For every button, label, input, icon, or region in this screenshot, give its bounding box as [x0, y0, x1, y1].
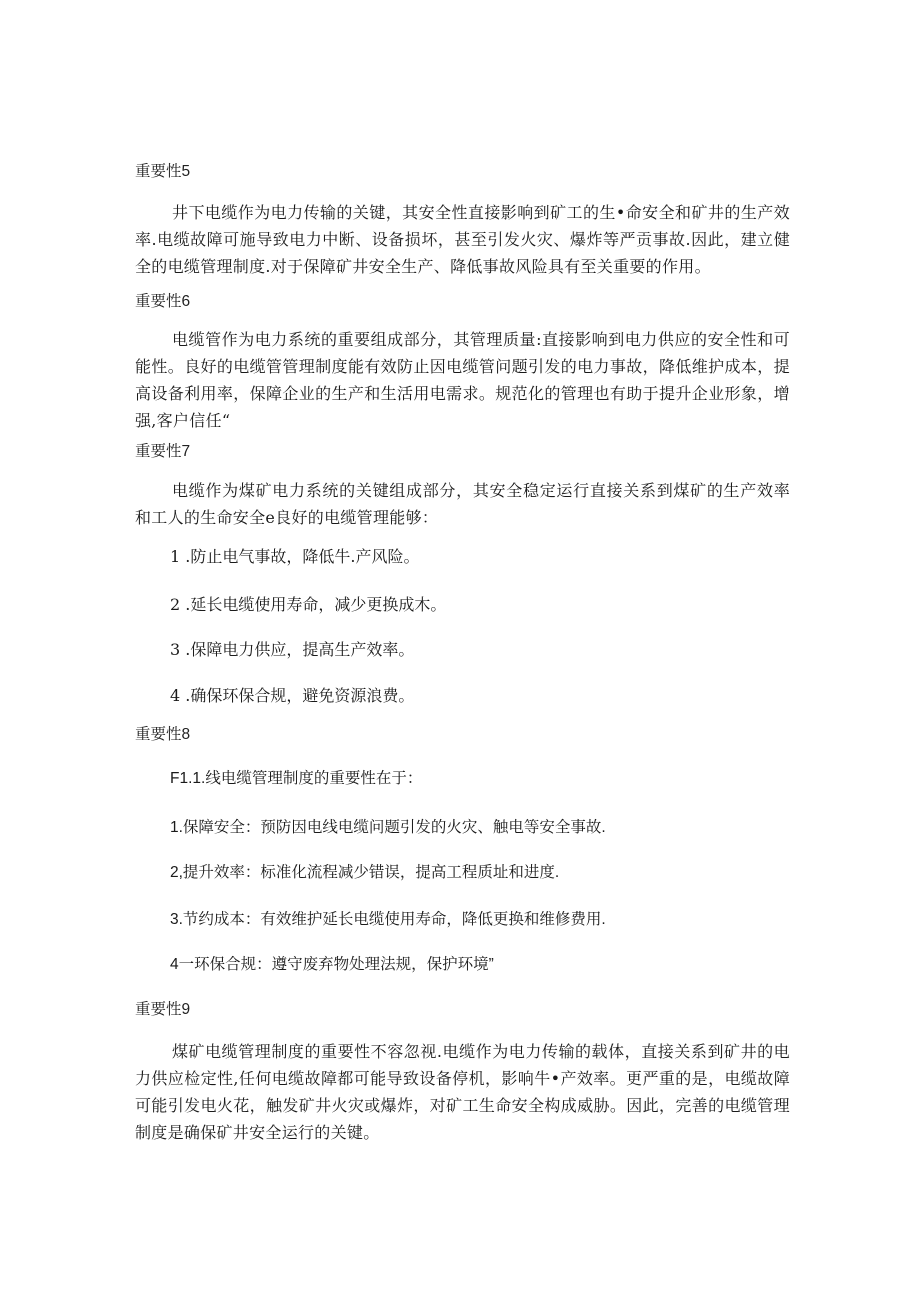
list-item: F1.1.线电缆管理制度的重要性在于： — [170, 770, 423, 787]
list-item: 1 .防止电气事故，降低牛.产风险。 — [170, 547, 420, 566]
section-paragraph-9: 煤矿电缆管理制度的重要性不容忽视.电缆作为电力传输的载体，直接关系到矿井的电力供应检定性,任何电缆故障都可能导致设备停机，影响牛•产效率。更严重的是，电缆故障可能引发电火花，触发矿井火灾或爆炸，对矿工生命安全构成威胁。因此，完善的电缆管理制度是确保矿井安全运行的关键。 — [135, 1042, 790, 1142]
section-paragraph-5: 井下电缆作为电力传输的关键，其安全性直接影响到矿工的生•命安全和矿井的生产效率.电缆故障可施导致电力中断、设备损坏，甚至引发火灾、爆炸等严贡事故.因此，建立健全的电缆管理制度.对于保障矿井安全生产、降低事故风险具有至关重要的作用。 — [135, 203, 790, 276]
section-heading-8: 重要性8 — [135, 726, 191, 743]
section-heading-9: 重要性9 — [135, 1001, 191, 1018]
section-heading-6: 重要性6 — [135, 293, 191, 310]
section-heading-5: 重要性5 — [135, 163, 191, 180]
section-heading-7: 重要性7 — [135, 443, 191, 460]
list-item: 1.保障安全：预防因电线电缆问题引发的火灾、触电等安全事故. — [170, 819, 606, 836]
list-item: 2 .延长电缆使用寿命，减少更换成木。 — [170, 595, 447, 614]
list-item: 2,提升效率：标准化流程减少错误，提高工程质址和进度. — [170, 864, 560, 881]
list-item: 3.节约成本：有效维护延长电缆使用寿命，降低更换和维修费用. — [170, 911, 606, 928]
list-item: 4 .确保环保合规，避免资源浪费。 — [170, 686, 415, 705]
list-item: 3 .保障电力供应，提高生产效率。 — [170, 640, 415, 659]
section-paragraph-6: 电缆管作为电力系统的重要组成部分，其管理质量:直接影响到电力供应的安全性和可能性。良好的电缆管管理制度能有效防止因电缆管问题引发的电力事故，降低维护成本，提高设备利用率，保障企业的生产和生活用电需求。规范化的管理也有助于提升企业形象，增强,客户信任“ — [135, 330, 790, 430]
section-paragraph-7: 电缆作为煤矿电力系统的关键组成部分，其安全稳定运行直接关系到煤矿的生产效率和工人的生命安全e良好的电缆管理能够： — [135, 481, 790, 527]
list-item: 4一环保合规：遵守废弃物处理法规，保护环境” — [170, 956, 494, 973]
